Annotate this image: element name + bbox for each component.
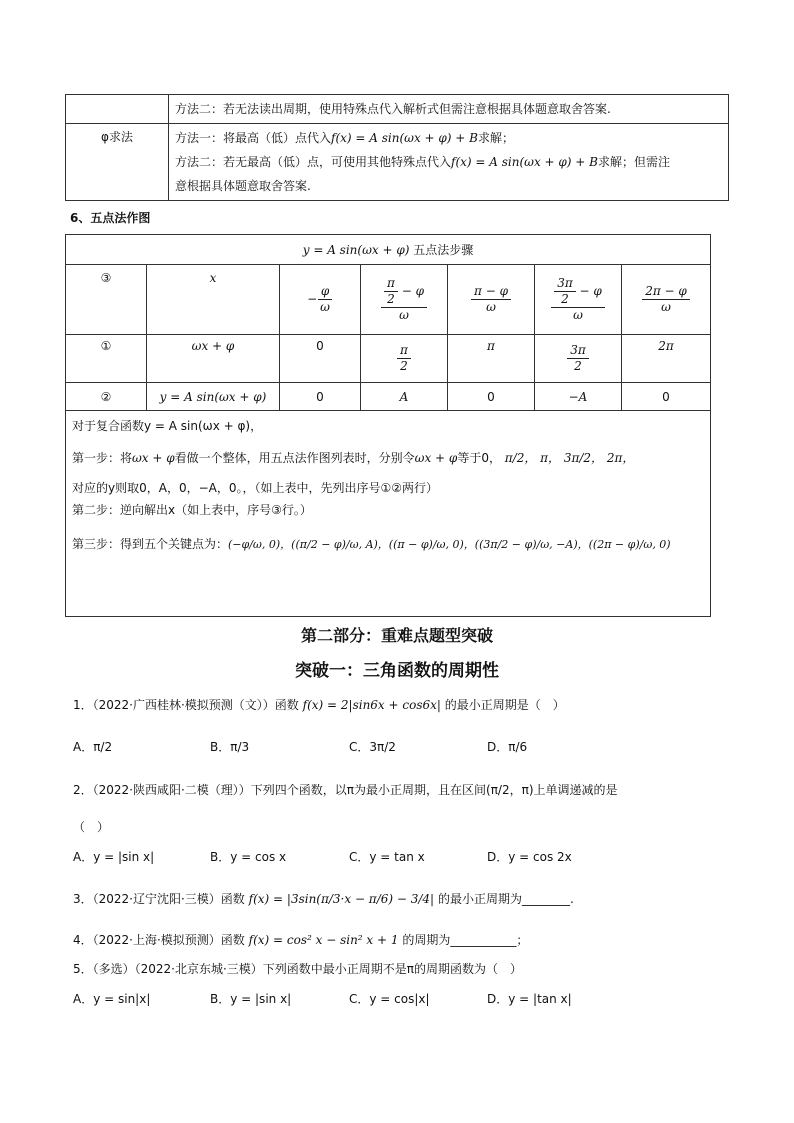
q2-option-c: C．y = tan x — [349, 850, 425, 864]
five-point-notes — [66, 411, 711, 617]
y-val-3: 0 — [448, 383, 535, 411]
question-2: 2．（2022·陕西咸阳·二模（理））下列四个函数，以π为最小正周期，且在区间(π/2，π)上单调递减的是 — [73, 783, 618, 797]
q5-option-c: C．y = cos|x| — [349, 992, 430, 1006]
row2-var: y = A sin(ωx + φ) — [147, 383, 280, 411]
note-line-5: 第三步：得到五个关键点为：(−φ/ω, 0)，((π/2 − φ)/ω, A)，((π − φ)/ω, 0)，((3π/2 − φ)/ω, −A)，((2π − φ)/ω, 0) — [72, 537, 671, 551]
q2-option-a: A．y = |sin x| — [73, 850, 155, 864]
phase-val-5: 2π — [622, 335, 711, 383]
note-line-1: 对于复合函数y = A sin(ωx + φ)， — [72, 419, 263, 433]
breakthrough1-title: 突破一：三角函数的周期性 — [295, 661, 499, 681]
x-cell-4: $\frac{3\pi}{2}$ − φ ω — [535, 265, 622, 335]
q1-option-b: B．π/3 — [210, 740, 250, 754]
row1-var: ωx + φ — [147, 335, 280, 383]
question-3: 3．（2022·辽宁沈阳·三模）函数 f(x) = |3sin(π/3·x − π/6) − 3/4| 的最小正周期为________. — [73, 892, 574, 906]
phase-val-3: π — [448, 335, 535, 383]
y-val-2: A — [361, 383, 448, 411]
y-val-5: 0 — [622, 383, 711, 411]
question-5: 5．（多选）（2022·北京东城·三模）下列函数中最小正周期不是π的周期函数为（ ） — [73, 962, 523, 976]
x-cell-5: $\frac{2\pi - \varphi}{\omega}$ — [622, 265, 711, 335]
phi-method-2-cont: 意根据具体题意取舍答案. — [175, 179, 311, 193]
question-1: 1．（2022·广西桂林·模拟预测（文））函数 f(x) = 2|sin6x + cos6x| 的最小正周期是（ ） — [73, 698, 565, 712]
q2-option-d: D．y = cos 2x — [487, 850, 572, 864]
part2-title: 第二部分：重难点题型突破 — [300, 626, 493, 645]
row3-label: ③ — [66, 265, 147, 335]
five-point-table — [65, 234, 711, 617]
x-cell-3: $\frac{\pi - \varphi}{\omega}$ — [448, 265, 535, 335]
q1-option-d: D．π/6 — [487, 740, 528, 754]
row3-var: x — [147, 265, 280, 335]
section-6-title: 6、五点法作图 — [70, 211, 151, 225]
q5-option-b: B．y = |sin x| — [210, 992, 292, 1006]
question-4: 4．（2022·上海·模拟预测）函数 f(x) = cos² x − sin² x + 1 的周期为___________； — [73, 933, 529, 947]
q1-option-c: C．3π/2 — [349, 740, 396, 754]
y-val-1: 0 — [280, 383, 361, 411]
table-caption: y = A sin(ωx + φ) 五点法步骤 — [66, 235, 711, 265]
row1-label: ① — [66, 335, 147, 383]
y-val-4: −A — [535, 383, 622, 411]
note-step-1: 第一步：将ωx + φ看做一个整体，用五点法作图列表时，分别令ωx + φ等于0， π/2， π， 3π/2， 2π， — [72, 451, 635, 465]
empty-label-cell — [66, 95, 169, 124]
phi-label: φ求法 — [66, 124, 169, 201]
q2-option-b: B．y = cos x — [210, 850, 287, 864]
x-cell-2: $\frac{\pi}{2}$ − φ ω — [361, 265, 448, 335]
question-2-bracket: （ ） — [73, 820, 110, 834]
x-cell-1: − $\frac{\varphi}{\omega}$ — [280, 265, 361, 335]
phi-method-table — [65, 94, 729, 201]
phase-val-1: 0 — [280, 335, 361, 383]
phase-val-2: $\frac{\pi}{2}$ — [361, 335, 448, 383]
row2-label: ② — [66, 383, 147, 411]
q5-option-a: A．y = sin|x| — [73, 992, 151, 1006]
note-line-3: 对应的y则取0，A，0，−A，0。，（如上表中，先列出序号①②两行） — [72, 481, 438, 495]
q1-option-a: A．π/2 — [73, 740, 113, 754]
phi-method-2: 方法二：若无最高（低）点，可使用其他特殊点代入f(x) = A sin(ωx + φ) + B求解；但需注 — [175, 155, 670, 169]
phase-val-4: $\frac{3\pi}{2}$ — [535, 335, 622, 383]
phi-method-1: 方法一：将最高（低）点代入f(x) = A sin(ωx + φ) + B求解； — [175, 131, 514, 145]
q5-option-d: D．y = |tan x| — [487, 992, 572, 1006]
period-method-2: 方法二：若无法读出周期，使用特殊点代入解析式但需注意根据具体题意取舍答案. — [169, 95, 729, 124]
note-line-4: 第二步：逆向解出x（如上表中，序号③行。） — [72, 503, 312, 517]
phi-methods — [169, 124, 729, 201]
